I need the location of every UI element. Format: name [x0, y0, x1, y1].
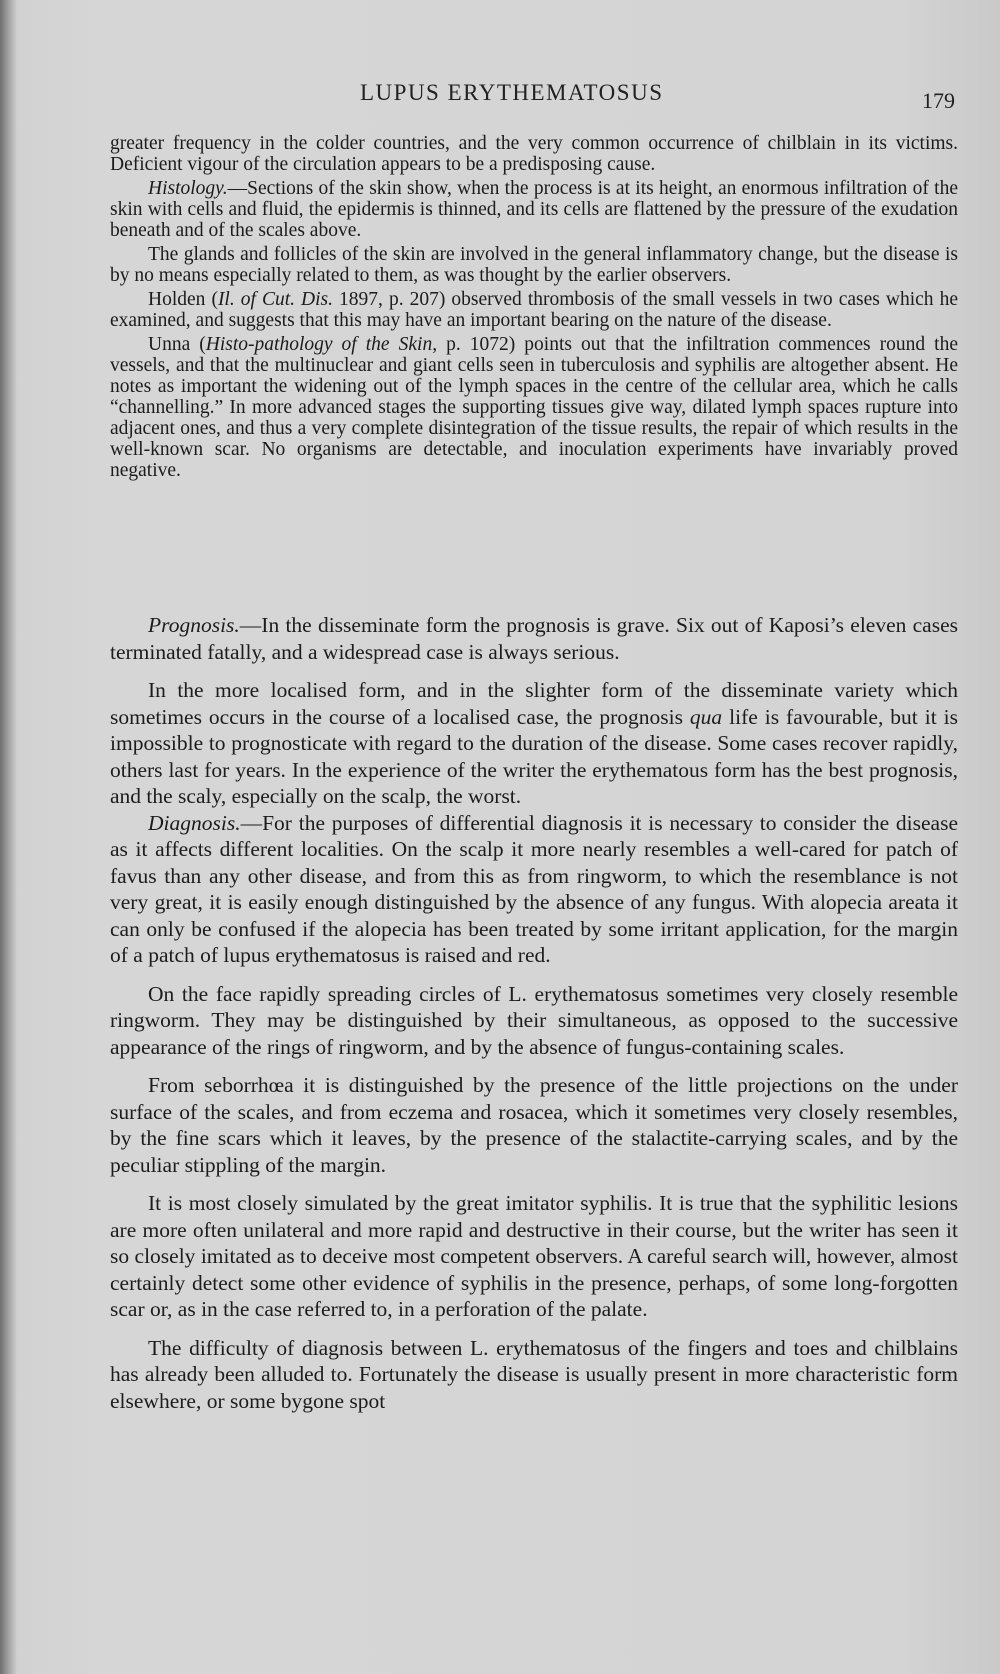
paragraph-syphilis: It is most closely simulated by the great imitator syphilis. It is true that the syphilitic lesions are more often unilateral and more rapid and destructive in their course, but the writer has seen it so closely imitated as to deceive most competent observers. A careful search will, however, almost certainly detect some other evidence of syphilis in the presence, perhaps, of some long-forgotten scar or, as in the case referred to, in a perforation of the palate.	[110, 1191, 958, 1321]
unna-text-a: Unna (	[148, 334, 206, 355]
histology-text: —Sections of the skin show, when the process is at its height, an enormous infiltration of the skin with cells and fluid, the epidermis is thinned, and its cells are flattened by the pressure of the exudation beneath and of the scales above.	[110, 178, 958, 241]
holden-reference: Il. of Cut. Dis.	[217, 289, 334, 310]
prognosis-heading: Prognosis.	[148, 613, 240, 637]
diagnosis-text: —For the purposes of differential diagnosis it is necessary to consider the disease as it affects different localities. On the scalp it more nearly resembles a well-cared for patch of favus than any other disease, and from this as from ringworm, to which the resemblance is not very great, it is easily enough distinguished by the absence of any fungus. With alopecia areata it can only be confused if the alopecia has been treated by some irritant application, for the margin of a patch of lupus erythematosus is raised and red.	[110, 810, 958, 967]
paragraph-holden	[110, 289, 958, 331]
paragraph-glands: The glands and follicles of the skin are involved in the general inflammatory change, but the disease is by no means especially related to them, as was thought by the earlier observers.	[110, 244, 958, 286]
running-title: LUPUS ERYTHEMATOSUS	[360, 80, 664, 105]
histology-heading: Histology.	[148, 178, 228, 199]
page-number: 179	[922, 88, 955, 113]
main-text-section	[110, 612, 958, 1426]
paragraph-face: On the face rapidly spreading circles of L. erythematosus sometimes very closely resemble ringworm. They may be distinguished by their simultaneous, as opposed to the successive appearance of the rings of ringworm, and by the absence of fungus-containing scales.	[110, 981, 958, 1059]
paragraph-localised-form	[110, 677, 958, 810]
paragraph-histology	[110, 178, 958, 241]
localised-text-a: In the more localised form, and in the slighter form of the disseminate variety which sometimes occurs in the course of a localised case, the prognosis	[110, 678, 958, 729]
paragraph-unna	[110, 334, 958, 481]
paragraph-seborrhoea: From seborrhœa it is distinguished by the presence of the little projections on the under surface of the scales, and from eczema and rosacea, which it sometimes very closely resembles, by the fine scars which it leaves, by the presence of the stalactite-carrying scales, and by the peculiar stippling of the margin.	[110, 1073, 958, 1177]
localised-text-b: life is favourable, but it is impossible to prognosticate with regard to the duration of the disease. Some cases recover rapidly, others last for years. In the experience of the writer the erythematous form has the best prognosis, and the scaly, especially on the scalp, the worst.	[110, 704, 958, 808]
holden-text-b: 1897, p. 207) observed thrombosis of the small vessels in two cases which he examined, and suggests that this may have an important bearing on the nature of the disease.	[110, 289, 958, 331]
paragraph-chilblains: The difficulty of diagnosis between L. erythematosus of the fingers and toes and chilblains has already been alluded to. Fortunately the disease is usually present in more characteristic form elsewhere, or some bygone spot	[110, 1335, 958, 1413]
paragraph-prognosis	[110, 612, 958, 665]
qua-word: qua	[689, 704, 723, 729]
paragraph-circulation: greater frequency in the colder countries, and the very common occurrence of chilblain in its victims. Deficient vigour of the circulation appears to be a predisposing cause.	[110, 133, 958, 175]
small-print-section	[110, 133, 958, 484]
paragraph-diagnosis	[110, 810, 958, 969]
unna-text-b: p. 1072) points out that the infiltration commences round the vessels, and that the multinuclear and giant cells seen in tuberculosis and syphilis are altogether absent. He notes as important the widening out of the lymph spaces in the centre of the cellular area, which he calls “channelling.” In more advanced stages the supporting tissues give way, dilated lymph spaces rupture into adjacent ones, and thus a very complete disintegration of the tissue results, the repair of which results in the well-known scar. No organisms are detectable, and inoculation experiments have invariably proved negative.	[110, 334, 958, 481]
diagnosis-heading: Diagnosis.	[148, 810, 241, 835]
holden-text-a: Holden (	[148, 289, 218, 310]
page-binding-shadow	[0, 0, 16, 1674]
unna-reference: Histo-pathology of the Skin,	[205, 334, 438, 355]
prognosis-text: —In the disseminate form the prognosis is grave. Six out of Kaposi’s eleven cases terminated fatally, and a widespread case is always serious.	[110, 613, 958, 664]
